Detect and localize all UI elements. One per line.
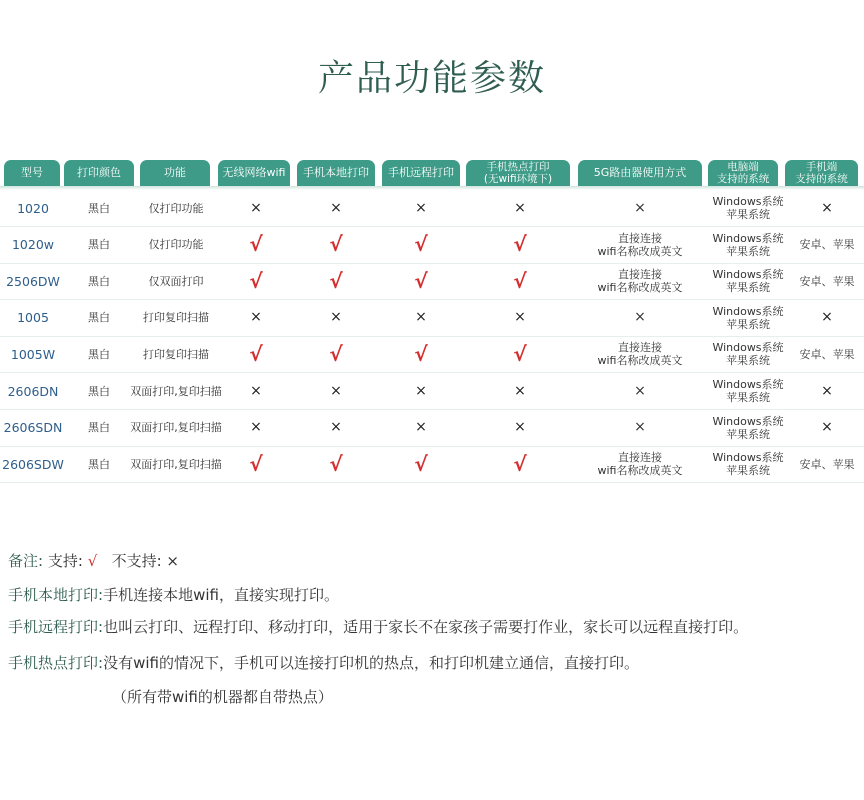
cell-router-line: × <box>634 382 646 399</box>
cell-hotspot <box>466 373 574 409</box>
cell-function <box>118 227 234 263</box>
cell-local <box>297 300 375 336</box>
header-color: 打印颜色 <box>64 160 134 186</box>
cell-router <box>578 446 702 482</box>
cell-remote <box>382 190 460 226</box>
table-row <box>0 190 864 227</box>
note-legend-label: 备注: <box>8 552 44 570</box>
note-hotspot <box>8 652 639 673</box>
cell-pc-line: Windows系统 <box>712 451 784 465</box>
header-hotspot-line2: (无wifi环境下) <box>483 173 553 185</box>
check-icon: √ <box>513 232 527 257</box>
note-hotspot-key: 手机热点打印: <box>8 654 104 672</box>
header-hotspot-line1: 手机热点打印 <box>486 161 550 173</box>
cell-color-text: 黑白 <box>88 238 110 252</box>
cross-icon: × <box>821 199 833 216</box>
cell-router-line: wifi名称改成英文 <box>597 354 683 368</box>
header-phone-line1: 手机端 <box>805 161 838 173</box>
cell-local <box>297 263 375 299</box>
cross-icon: × <box>250 309 262 326</box>
cell-pc <box>708 336 788 372</box>
cell-hotspot <box>466 446 574 482</box>
cell-function <box>118 410 234 446</box>
cell-pc <box>708 410 788 446</box>
cross-icon: × <box>821 309 833 326</box>
cell-color-text: 黑白 <box>88 347 110 361</box>
cell-wifi <box>218 336 294 372</box>
cell-model-text: 2506DW <box>6 273 60 289</box>
cross-icon: × <box>514 309 526 326</box>
cell-pc <box>708 190 788 226</box>
cell-pc-line: Windows系统 <box>712 378 784 391</box>
cell-pc-line: 苹果系统 <box>725 208 770 221</box>
header-local-print: 手机本地打印 <box>297 160 375 186</box>
cross-icon: × <box>415 199 427 216</box>
cell-hotspot <box>466 410 574 446</box>
cell-wifi <box>218 300 294 336</box>
cross-icon: × <box>514 382 526 399</box>
cell-pc <box>708 373 788 409</box>
cell-remote <box>382 446 460 482</box>
note-local-key: 手机本地打印: <box>8 586 104 604</box>
cell-function-text: 仅打印功能 <box>148 238 204 252</box>
cell-phone <box>790 336 864 372</box>
check-icon: √ <box>249 451 263 476</box>
cell-router <box>578 300 702 336</box>
header-hotspot-print <box>466 160 570 186</box>
cell-function-text: 双面打印,复印扫描 <box>130 421 222 435</box>
cell-pc <box>708 300 788 336</box>
note-support-label: 支持: <box>47 552 83 570</box>
cell-router-line: 直接连接 <box>617 268 662 282</box>
cross-icon: × <box>250 199 262 216</box>
cell-pc-line: 苹果系统 <box>725 244 770 258</box>
cell-function <box>118 336 234 372</box>
cell-router <box>578 373 702 409</box>
cell-color-text: 黑白 <box>88 311 110 325</box>
cell-phone <box>790 446 864 482</box>
cell-remote <box>382 336 460 372</box>
check-icon: √ <box>513 341 527 366</box>
cell-model-text: 1005W <box>10 346 56 362</box>
check-icon: √ <box>249 341 263 366</box>
cell-pc-line: 苹果系统 <box>725 464 770 478</box>
table-row <box>0 263 864 300</box>
cell-model <box>0 263 66 299</box>
header-function: 功能 <box>140 160 210 186</box>
cell-function-text: 打印复印扫描 <box>143 347 209 361</box>
cell-hotspot <box>466 263 574 299</box>
cell-color-text: 黑白 <box>88 384 110 398</box>
cell-phone-text: 安卓、苹果 <box>799 238 855 252</box>
cross-icon: × <box>330 309 342 326</box>
check-icon: √ <box>329 268 343 293</box>
cell-model <box>0 410 66 446</box>
table-row <box>0 410 864 447</box>
check-icon: √ <box>513 451 527 476</box>
note-remote-text: 也叫云打印、远程打印、移动打印，适用于家长不在家孩子需要打作业，家长可以远程直接打印。 <box>103 618 749 636</box>
cross-icon: × <box>415 382 427 399</box>
cell-wifi <box>218 190 294 226</box>
cell-model-text: 1020w <box>11 237 55 253</box>
cell-function-text: 仅打印功能 <box>148 201 204 215</box>
check-icon: √ <box>249 232 263 257</box>
cell-hotspot <box>466 300 574 336</box>
cell-phone <box>790 227 864 263</box>
cell-model <box>0 190 66 226</box>
cell-pc-line: Windows系统 <box>712 195 784 208</box>
cell-router <box>578 263 702 299</box>
cell-local <box>297 410 375 446</box>
cell-router <box>578 336 702 372</box>
note-footnote: （所有带wifi的机器都自带热点） <box>112 688 333 706</box>
cell-phone <box>790 300 864 336</box>
page-title: 产品功能参数 <box>317 58 546 99</box>
cell-pc-line: 苹果系统 <box>725 354 770 368</box>
check-icon: √ <box>414 341 428 366</box>
cell-pc-line: 苹果系统 <box>725 281 770 295</box>
cell-router <box>578 227 702 263</box>
cell-color-text: 黑白 <box>88 421 110 435</box>
cell-function <box>118 446 234 482</box>
cell-router <box>578 190 702 226</box>
note-remote-key: 手机远程打印: <box>8 618 104 636</box>
note-nosupport-label: 不支持: <box>111 552 162 570</box>
cell-model <box>0 373 66 409</box>
cell-color-text: 黑白 <box>88 201 110 215</box>
note-local-text: 手机连接本地wifi，直接实现打印。 <box>103 586 339 604</box>
cell-local <box>297 446 375 482</box>
header-phone-line2: 支持的系统 <box>795 173 848 185</box>
cell-wifi <box>218 263 294 299</box>
header-remote-print: 手机远程打印 <box>382 160 460 186</box>
cross-icon: × <box>250 382 262 399</box>
check-icon: √ <box>414 232 428 257</box>
table-row <box>0 446 864 483</box>
cell-model <box>0 227 66 263</box>
header-router: 5G路由器使用方式 <box>578 160 702 186</box>
cell-wifi <box>218 410 294 446</box>
note-remote <box>8 616 748 637</box>
cell-phone-text: 安卓、苹果 <box>799 347 855 361</box>
cell-pc-line: Windows系统 <box>712 341 784 355</box>
cell-pc-line: 苹果系统 <box>725 391 770 404</box>
cell-phone <box>790 263 864 299</box>
cross-icon: × <box>514 419 526 436</box>
cell-hotspot <box>466 336 574 372</box>
header-phone-system <box>785 160 858 186</box>
cell-model-text: 1020 <box>17 200 49 216</box>
cell-pc-line: Windows系统 <box>712 231 784 245</box>
cell-local <box>297 373 375 409</box>
cell-router-line: wifi名称改成英文 <box>597 281 683 295</box>
cell-phone <box>790 373 864 409</box>
check-icon: √ <box>329 341 343 366</box>
cell-pc <box>708 263 788 299</box>
cross-icon: × <box>821 382 833 399</box>
cell-model <box>0 446 66 482</box>
check-icon: √ <box>87 552 98 570</box>
header-pc-line1: 电脑端 <box>727 161 759 173</box>
cell-hotspot <box>466 190 574 226</box>
check-icon: √ <box>329 451 343 476</box>
check-icon: √ <box>414 451 428 476</box>
note-legend <box>8 550 179 571</box>
cell-local <box>297 190 375 226</box>
cell-remote <box>382 410 460 446</box>
cell-hotspot <box>466 227 574 263</box>
cell-model-text: 1005 <box>17 310 49 326</box>
cell-pc-line: 苹果系统 <box>725 317 770 331</box>
cell-function <box>118 263 234 299</box>
cell-local <box>297 227 375 263</box>
cell-router-line: × <box>634 199 646 216</box>
cell-phone-text: 安卓、苹果 <box>799 457 855 471</box>
header-model: 型号 <box>4 160 60 186</box>
cross-icon: × <box>250 419 262 436</box>
cell-remote <box>382 373 460 409</box>
cell-function-text: 打印复印扫描 <box>143 311 209 325</box>
cell-router-line: 直接连接 <box>617 231 662 245</box>
cell-model-text: 2606SDW <box>2 456 64 472</box>
cross-icon: × <box>415 419 427 436</box>
table-row <box>0 373 864 410</box>
cell-pc-line: 苹果系统 <box>725 427 770 441</box>
cell-function-text: 仅双面打印 <box>148 274 204 288</box>
check-icon: √ <box>414 268 428 293</box>
cell-remote <box>382 300 460 336</box>
note-hotspot-text: 没有wifi的情况下，手机可以连接打印机的热点，和打印机建立通信，直接打印。 <box>103 654 639 672</box>
cell-model <box>0 336 66 372</box>
cell-phone <box>790 190 864 226</box>
table-row <box>0 227 864 264</box>
cell-router-line: wifi名称改成英文 <box>597 464 683 478</box>
cell-router-line: 直接连接 <box>617 341 662 355</box>
cell-router-line: 直接连接 <box>617 451 662 465</box>
table-row <box>0 336 864 373</box>
cell-pc <box>708 446 788 482</box>
cross-icon: × <box>330 382 342 399</box>
cell-function-text: 双面打印,复印扫描 <box>130 457 222 471</box>
cell-pc-line: Windows系统 <box>712 414 784 428</box>
cell-color-text: 黑白 <box>88 457 110 471</box>
cell-wifi <box>218 373 294 409</box>
check-icon: √ <box>249 268 263 293</box>
cell-function <box>118 300 234 336</box>
cross-icon: × <box>166 552 179 570</box>
cell-pc-line: Windows系统 <box>712 304 784 318</box>
cell-color-text: 黑白 <box>88 274 110 288</box>
cell-router-line: × <box>634 309 646 326</box>
header-pc-line2: 支持的系统 <box>716 173 770 185</box>
cell-remote <box>382 227 460 263</box>
cross-icon: × <box>821 419 833 436</box>
cell-function <box>118 190 234 226</box>
cell-model <box>0 300 66 336</box>
header-pc-system <box>708 160 778 186</box>
table-row <box>0 300 864 337</box>
header-wifi: 无线网络wifi <box>218 160 290 186</box>
cell-remote <box>382 263 460 299</box>
cell-model-text: 2606SDN <box>3 420 63 436</box>
cross-icon: × <box>514 199 526 216</box>
cell-pc-line: Windows系统 <box>712 268 784 282</box>
check-icon: √ <box>329 232 343 257</box>
cross-icon: × <box>330 199 342 216</box>
cell-router <box>578 410 702 446</box>
cross-icon: × <box>415 309 427 326</box>
cell-router-line: × <box>634 419 646 436</box>
cell-phone-text: 安卓、苹果 <box>799 274 855 288</box>
cell-phone <box>790 410 864 446</box>
cell-wifi <box>218 446 294 482</box>
note-local <box>8 584 339 605</box>
cell-model-text: 2606DN <box>7 383 59 399</box>
cell-function-text: 双面打印,复印扫描 <box>130 384 222 398</box>
cross-icon: × <box>330 419 342 436</box>
cell-local <box>297 336 375 372</box>
check-icon: √ <box>513 268 527 293</box>
cell-function <box>118 373 234 409</box>
cell-wifi <box>218 227 294 263</box>
cell-router-line: wifi名称改成英文 <box>597 244 683 258</box>
cell-pc <box>708 227 788 263</box>
